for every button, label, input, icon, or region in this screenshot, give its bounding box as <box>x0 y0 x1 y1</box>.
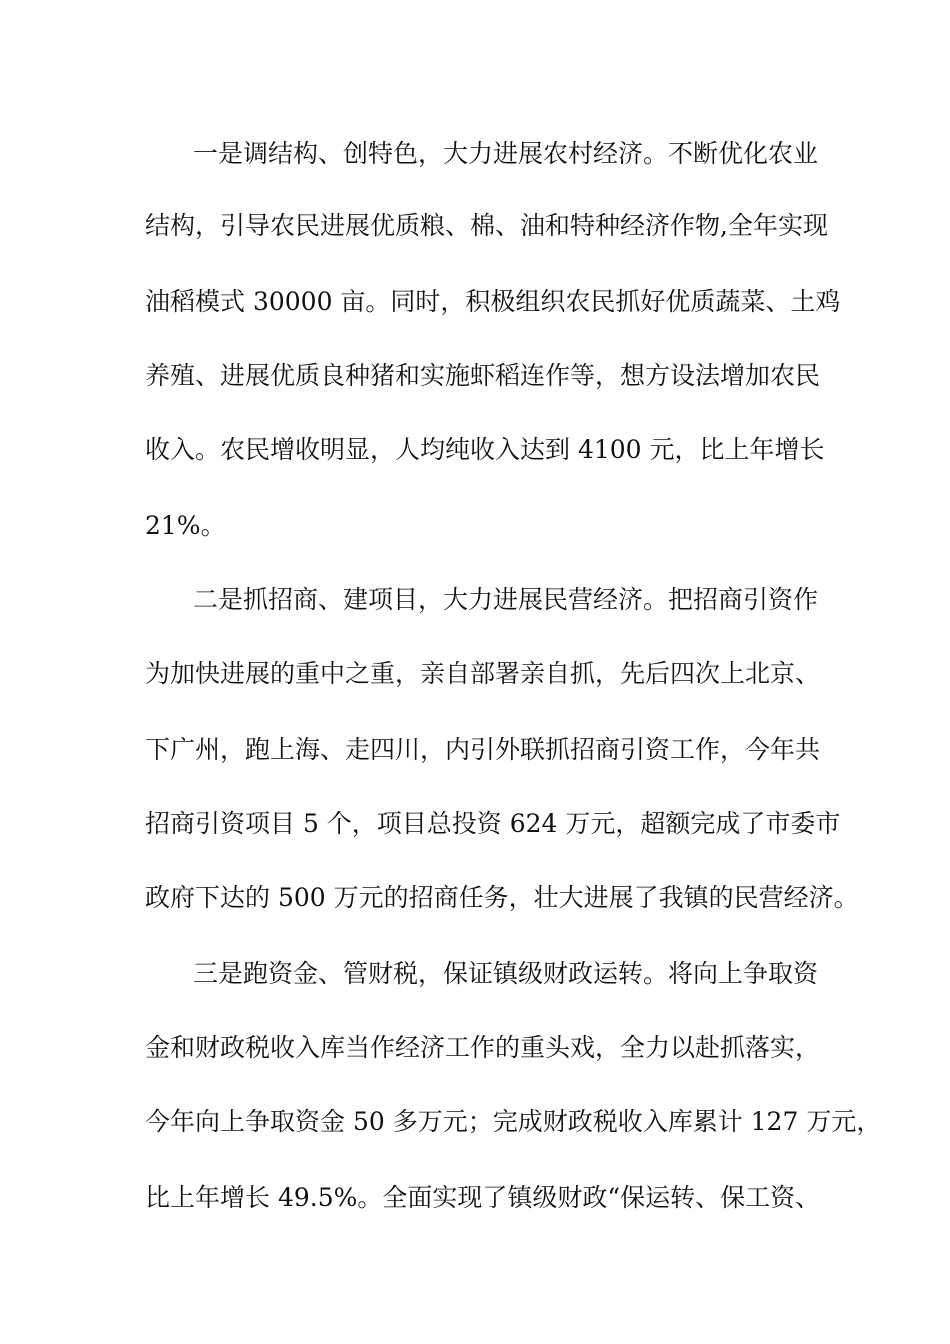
paragraph-2-line-5: 政府下达的 500 万元的招商任务，壮大进展了我镇的民营经济。 <box>145 883 859 912</box>
paragraph-1-line-5: 收入。农民增收明显，人均纯收入达到 4100 元，比上年增长 <box>145 435 825 464</box>
paragraph-1-line-4: 养殖、进展优质良种猪和实施虾稻连作等，想方设法增加农民 <box>145 361 821 390</box>
paragraph-1-line-1: 一是调结构、创特色，大力进展农村经济。不断优化农业 <box>193 139 819 168</box>
paragraph-3-line-4: 比上年增长 49.5%。全面实现了镇级财政“保运转、保工资、 <box>145 1183 821 1212</box>
paragraph-1-line-2: 结构，引导农民进展优质粮、棉、油和特种经济作物,全年实现 <box>145 211 828 240</box>
paragraph-2-line-3: 下广州，跑上海、走四川，内引外联抓招商引资工作，今年共 <box>145 735 821 764</box>
paragraph-3-line-3: 今年向上争取资金 50 多万元；完成财政税收入库累计 127 万元， <box>145 1107 882 1136</box>
paragraph-1-line-6: 21%。 <box>145 511 226 540</box>
paragraph-2-line-4: 招商引资项目 5 个，项目总投资 624 万元，超额完成了市委市 <box>145 809 841 838</box>
paragraph-3-line-1: 三是跑资金、管财税，保证镇级财政运转。将向上争取资 <box>193 959 819 988</box>
paragraph-2-line-2: 为加快进展的重中之重，亲自部署亲自抓，先后四次上北京、 <box>145 659 821 688</box>
paragraph-3-line-2: 金和财政税收入库当作经济工作的重头戏，全力以赴抓落实， <box>145 1033 821 1062</box>
paragraph-1-line-3: 油稻模式 30000 亩。同时，积极组织农民抓好优质蔬菜、土鸡 <box>145 287 841 316</box>
paragraph-2-line-1: 二是抓招商、建项目，大力进展民营经济。把招商引资作 <box>193 585 819 614</box>
